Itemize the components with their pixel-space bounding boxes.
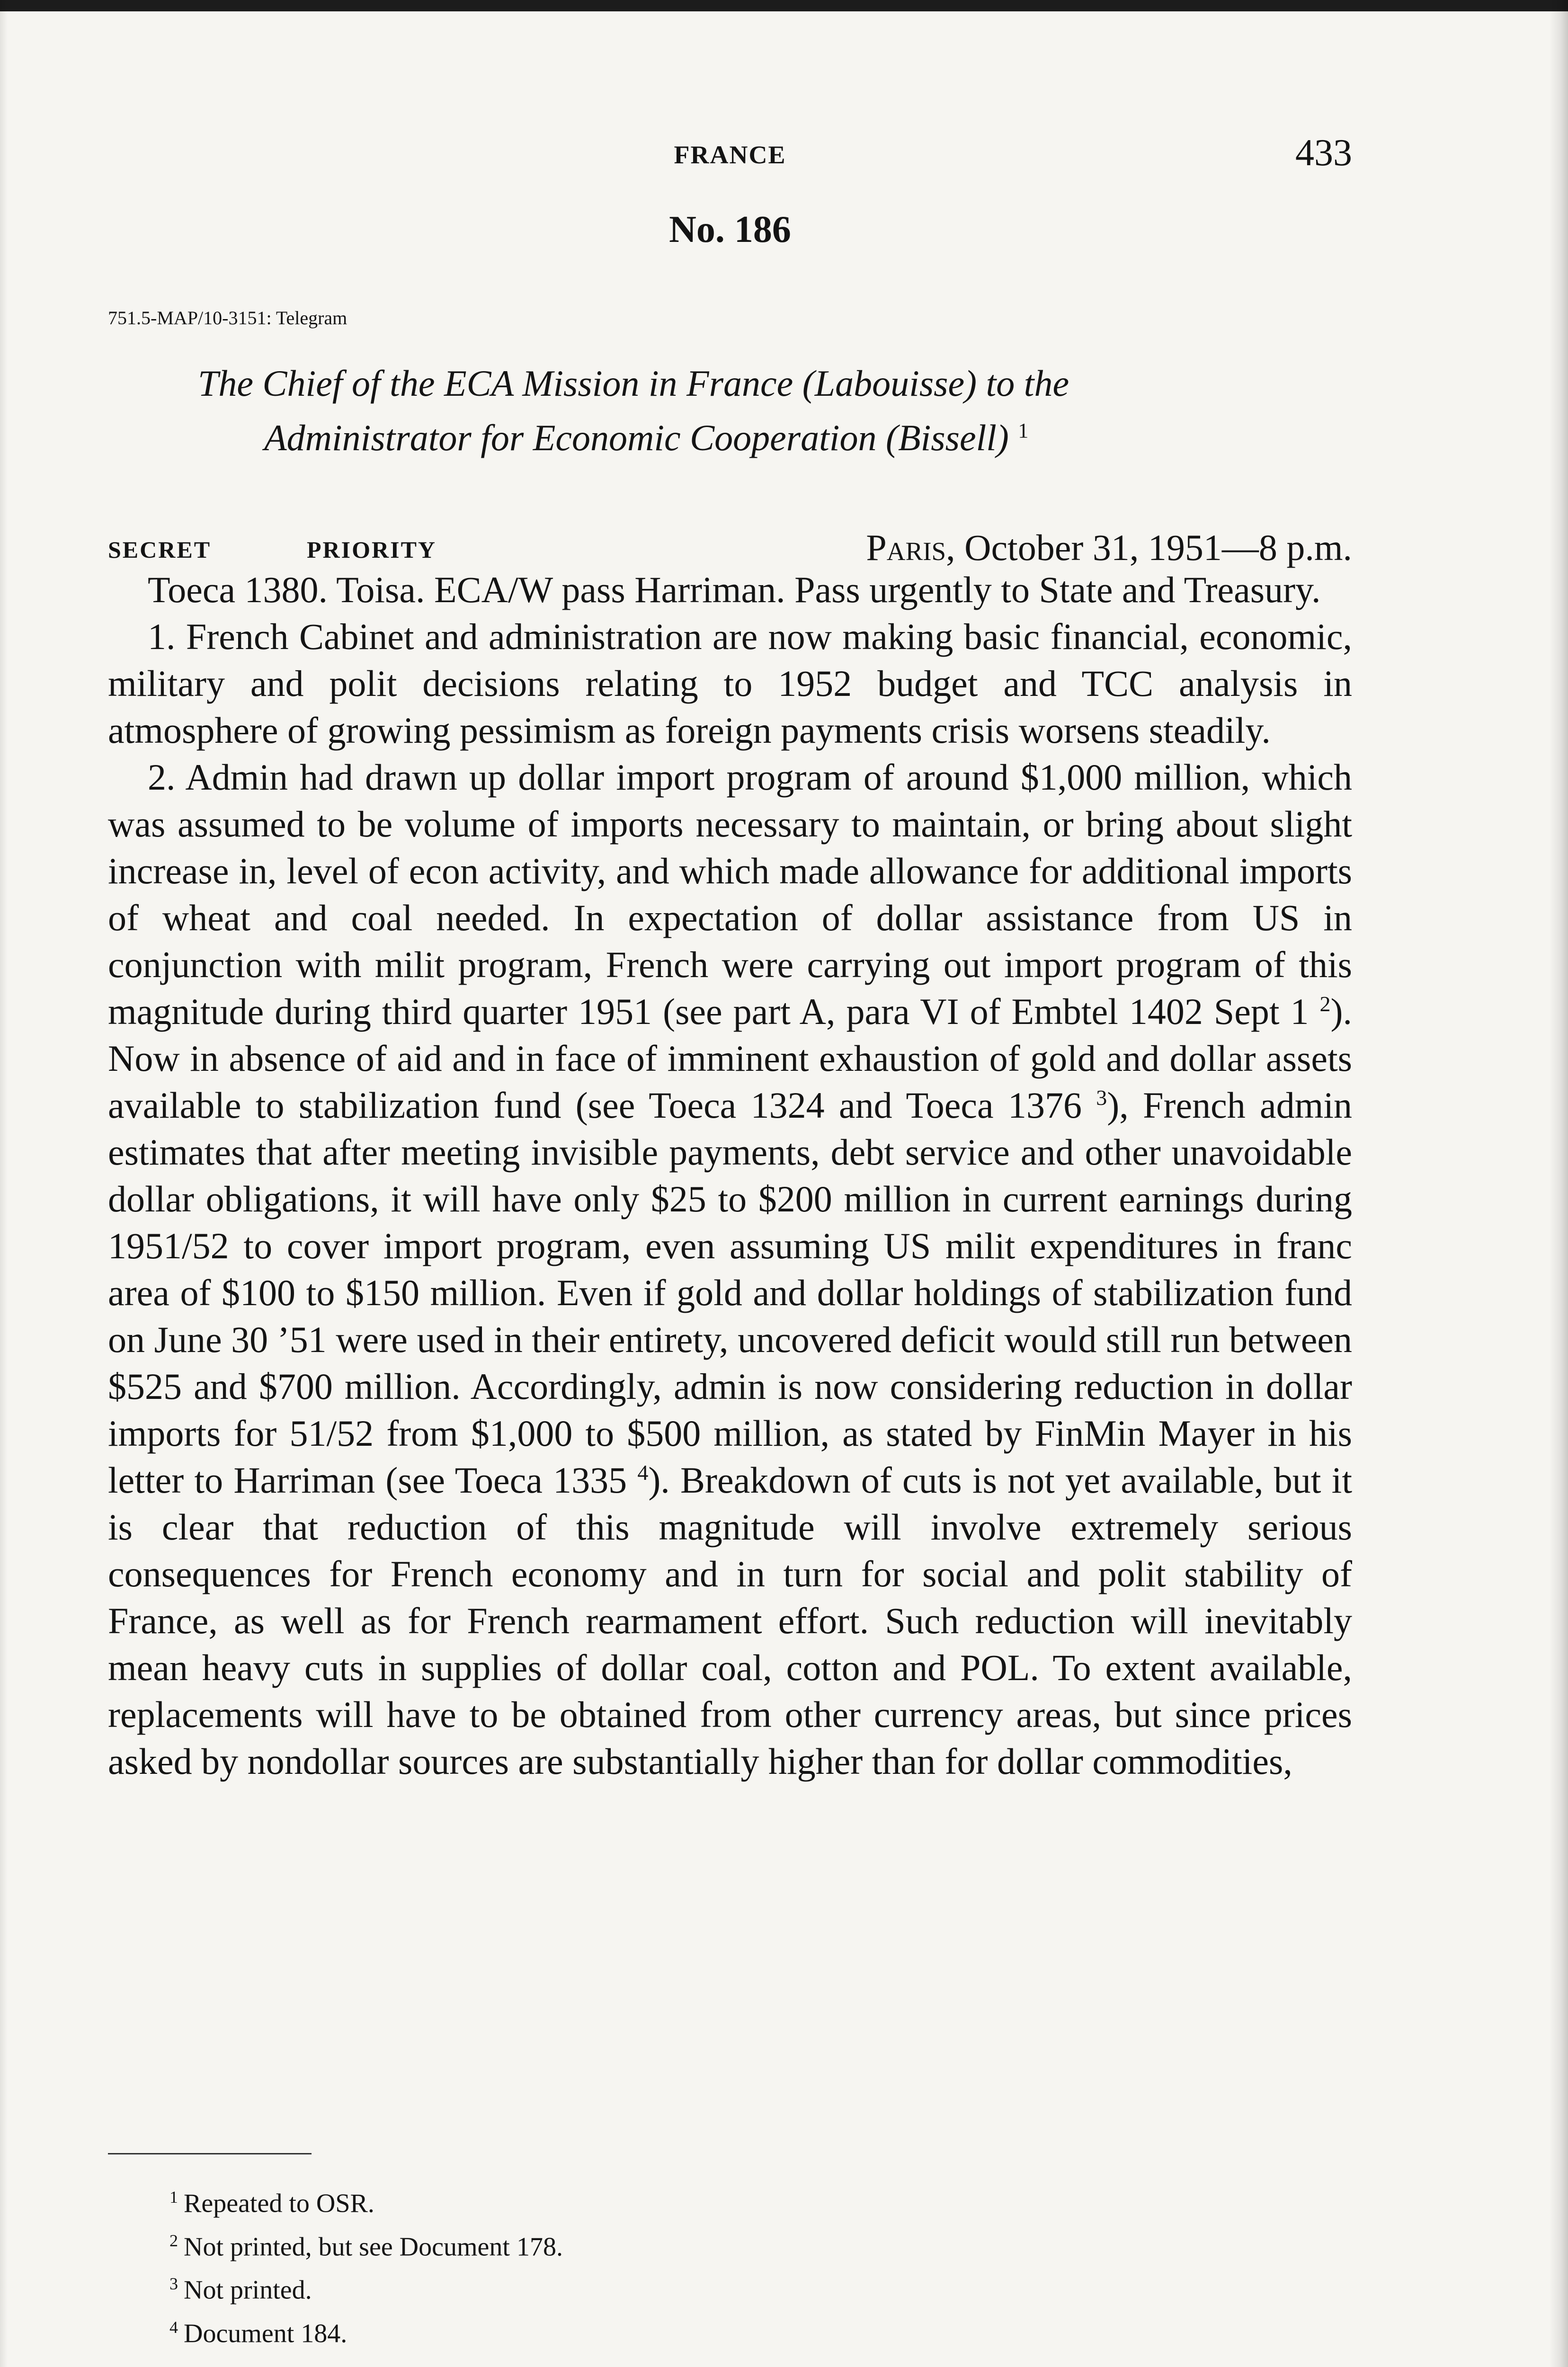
running-head bbox=[108, 132, 1352, 184]
heading-line-2: Administrator for Economic Cooperation (Bissell) bbox=[264, 417, 1009, 458]
footnote-ref-2: 2 bbox=[1319, 992, 1331, 1016]
scan-left-shadow bbox=[0, 0, 8, 2367]
place: Paris bbox=[866, 527, 946, 568]
footnote-mark: 3 bbox=[169, 2274, 178, 2294]
footnote-ref-4: 4 bbox=[637, 1460, 649, 1485]
opening-paragraph: Toeca 1380. Toisa. ECA/W pass Harriman. Pass urgently to State and Treasury. bbox=[148, 569, 1321, 610]
classification-marking: SECRET bbox=[108, 536, 212, 563]
paragraph-2-part-a: 2. Admin had drawn up dollar import program of around $1,000 million, which was assumed to be volume of imports necessary to maintain, or bring about slight increase in, level of econ activity, and which made allowance for additional imports of wheat and coal needed. In expectation of dollar assistance from US in conjunction with milit program, French were carrying out import program of this magnitude during third quarter 1951 (see part A, para VI of Embtel 1402 Sept 1 bbox=[108, 756, 1352, 1032]
footnotes bbox=[169, 2179, 563, 2352]
place-and-time bbox=[866, 526, 1352, 569]
footnote-mark: 2 bbox=[169, 2231, 178, 2250]
paragraph-1: 1. French Cabinet and administration are now making basic financial, economic, military and polit decisions relating to 1952 budget and TCC analysis in atmosphere of growing pessimism as foreign payments crisis worsens steadily. bbox=[108, 616, 1352, 751]
dateline bbox=[108, 526, 1352, 569]
paragraph-2 bbox=[108, 754, 1352, 1785]
telegram-body bbox=[108, 566, 1352, 1785]
file-reference: 751.5-MAP/10-3151: Telegram bbox=[108, 307, 347, 329]
footnote-mark: 1 bbox=[169, 2188, 178, 2207]
precedence-marking: PRIORITY bbox=[307, 536, 437, 563]
footnote-ref-3: 3 bbox=[1096, 1086, 1107, 1110]
heading-footnote-ref: 1 bbox=[1018, 419, 1029, 442]
heading-line-1: The Chief of the ECA Mission in France (Labouisse) to the bbox=[198, 363, 1069, 404]
footnote bbox=[169, 2265, 563, 2309]
document-number: No. 186 bbox=[669, 209, 791, 250]
footnote-text: Repeated to OSR. bbox=[184, 2189, 374, 2218]
paragraph-2-part-b: ). Now in absence of aid and in face of imminent exhaustion of gold and dollar assets available to stabilization fund (see Toeca 1324 and Toeca 1376 bbox=[108, 991, 1353, 1126]
footnote bbox=[169, 2222, 563, 2266]
paragraph-2-part-d: ). Breakdown of cuts is not yet available, but it is clear that reduction of this magnitude will involve extremely serious consequences for French economy and in turn for social and polit stability of France, as well as for French rearmament effort. Such reduction will inevitably mean heavy cuts in supplies of dollar coal, cotton and POL. To extent available, replacements will have to be obtained from other currency areas, but since prices asked by nondollar sources are substantially higher than for dollar commodities, bbox=[108, 1459, 1352, 1782]
footnote-rule bbox=[108, 2153, 312, 2154]
footnote-text: Not printed. bbox=[184, 2275, 312, 2305]
running-title: FRANCE bbox=[674, 141, 786, 169]
document-page bbox=[108, 0, 1352, 2367]
footnote-mark: 4 bbox=[169, 2317, 178, 2337]
footnote bbox=[169, 2179, 563, 2222]
scan-right-shadow bbox=[1549, 0, 1568, 2367]
paragraph-2-part-c: ), French admin estimates that after meeting invisible payments, debt service and other unavoidable dollar obligations, it will have only $25 to $200 million in current earnings during 1951/52 to cover import program, even assuming US milit expenditures in franc area of $100 to $150 million. Even if gold and dollar holdings of stabilization fund on June 30 ’51 were used in their entirety, uncovered deficit would still run between $525 and $700 million. Accordingly, admin is now considering reduction in dollar imports for 51/52 from $1,000 to $500 million, as stated by FinMin Mayer in his letter to Harriman (see Toeca 1335 bbox=[108, 1085, 1353, 1501]
footnote-text: Not printed, but see Document 178. bbox=[184, 2232, 563, 2262]
heading-line-2-wrap bbox=[198, 407, 1287, 462]
footnote bbox=[169, 2309, 563, 2352]
page-number: 433 bbox=[1295, 132, 1352, 174]
date-time: , October 31, 1951—8 p.m. bbox=[946, 527, 1352, 568]
footnote-text: Document 184. bbox=[184, 2319, 347, 2349]
document-heading bbox=[198, 360, 1287, 462]
